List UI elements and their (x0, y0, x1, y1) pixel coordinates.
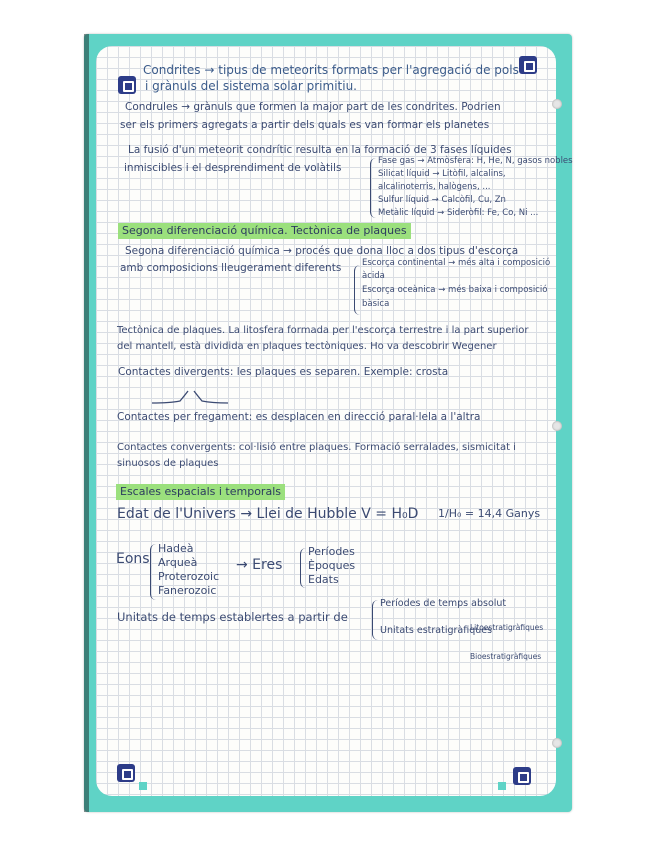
note-convergents-cont: sinuosos de plaques (117, 458, 219, 469)
brace-eons (150, 544, 157, 600)
brand-logo-icon (513, 767, 531, 785)
note-edat: Edat de l'Univers → Llei de Hubble V = H₀D (117, 506, 419, 522)
escorca-item: Escorça continental → més alta i composició (362, 258, 551, 268)
fase-item: alcalinoterris, halògens, ... (378, 182, 491, 192)
brace-unitats (372, 600, 379, 640)
note-edat-value: 1/H₀ = 14,4 Ganys (438, 507, 541, 520)
section-heading: Segona diferenciació química. Tectònica de plaques (118, 223, 411, 239)
brand-logo-icon (519, 56, 537, 74)
note-fusio: La fusió d'un meteorit condrític resulta en la formació de 3 fases líquides (128, 144, 512, 156)
section-heading: Escales espacials i temporals (116, 484, 285, 500)
note-convergents: Contactes convergents: col·lisió entre plaques. Formació serralades, sismicitat i (117, 442, 516, 453)
unitat-item: Litoestratigràfiques (470, 623, 544, 632)
unitat-item: Unitats estratigràfiques (380, 625, 493, 636)
note-segona-cont: amb composicions lleugerament diferents (120, 262, 342, 274)
brand-logo-icon (118, 76, 136, 94)
corner-marker (139, 782, 147, 790)
binding-edge (84, 34, 89, 812)
brace-escorces (354, 265, 361, 315)
note-condrules-cont: ser els primers agregats a partir dels quals es van formar els planetes (120, 119, 490, 131)
note-condrites: Condrites → tipus de meteorits formats per l'agregació de pols (143, 63, 519, 77)
escorca-item: bàsica (362, 299, 390, 309)
eon-item: Proterozoic (158, 570, 220, 583)
era-item: Èpoques (308, 559, 356, 572)
note-fusio-cont: inmiscibles i el desprendiment de volàtils (124, 162, 342, 174)
unitat-item-bio: Bioestratigràfiques (470, 652, 542, 661)
escorca-item: Escorça oceànica → més baixa i composició (362, 285, 548, 295)
note-condrites-cont: i grànuls del sistema solar primitiu. (145, 79, 357, 93)
escorca-item: àcida (362, 271, 385, 281)
note-fregament: Contactes per fregament: es desplacen en direcció paral·lela a l'altra (117, 411, 481, 423)
era-item: Edats (308, 573, 339, 586)
eon-item: Fanerozoic (158, 584, 217, 597)
note-segona: Segona diferenciació química → procés que dona lloc a dos tipus d'escorça (125, 245, 519, 257)
note-tectonica-cont: del mantell, està dividida en plaques tectòniques. Ho va descobrir Wegener (117, 341, 497, 352)
eons-label: Eons (116, 551, 150, 567)
eon-item: Arqueà (158, 556, 198, 569)
divergent-sketch-icon (150, 385, 230, 407)
unitat-item: Períodes de temps absolut (380, 598, 507, 609)
fase-item: Metàlic líquid → Sideròfil: Fe, Co, Ni ... (378, 208, 539, 218)
note-unitats: Unitats de temps establertes a partir de (117, 610, 348, 624)
corner-marker (498, 782, 506, 790)
eon-item: Hadeà (158, 542, 194, 555)
punch-hole (552, 421, 562, 431)
fase-item: Fase gas → Atmòsfera: H, He, N, gasos nobles (378, 156, 573, 166)
note-condrules: Condrules → grànuls que formen la major part de les condrites. Podrien (125, 101, 501, 113)
era-item: Períodes (308, 545, 355, 558)
fase-item: Sulfur líquid → Calcòfil, Cu, Zn (378, 195, 506, 205)
eres-label: → Eres (236, 557, 283, 573)
punch-hole (552, 738, 562, 748)
note-tectonica: Tectònica de plaques. La litosfera formada per l'escorça terrestre i la part superior (117, 325, 529, 336)
brace-eres (300, 548, 307, 588)
fase-item: Silicat líquid → Litòfil, alcalins, (378, 169, 506, 179)
punch-hole (552, 99, 562, 109)
brand-logo-icon (117, 764, 135, 782)
note-divergents: Contactes divergents: les plaques es separen. Exemple: crosta (118, 366, 449, 378)
brace-fases (370, 158, 377, 218)
